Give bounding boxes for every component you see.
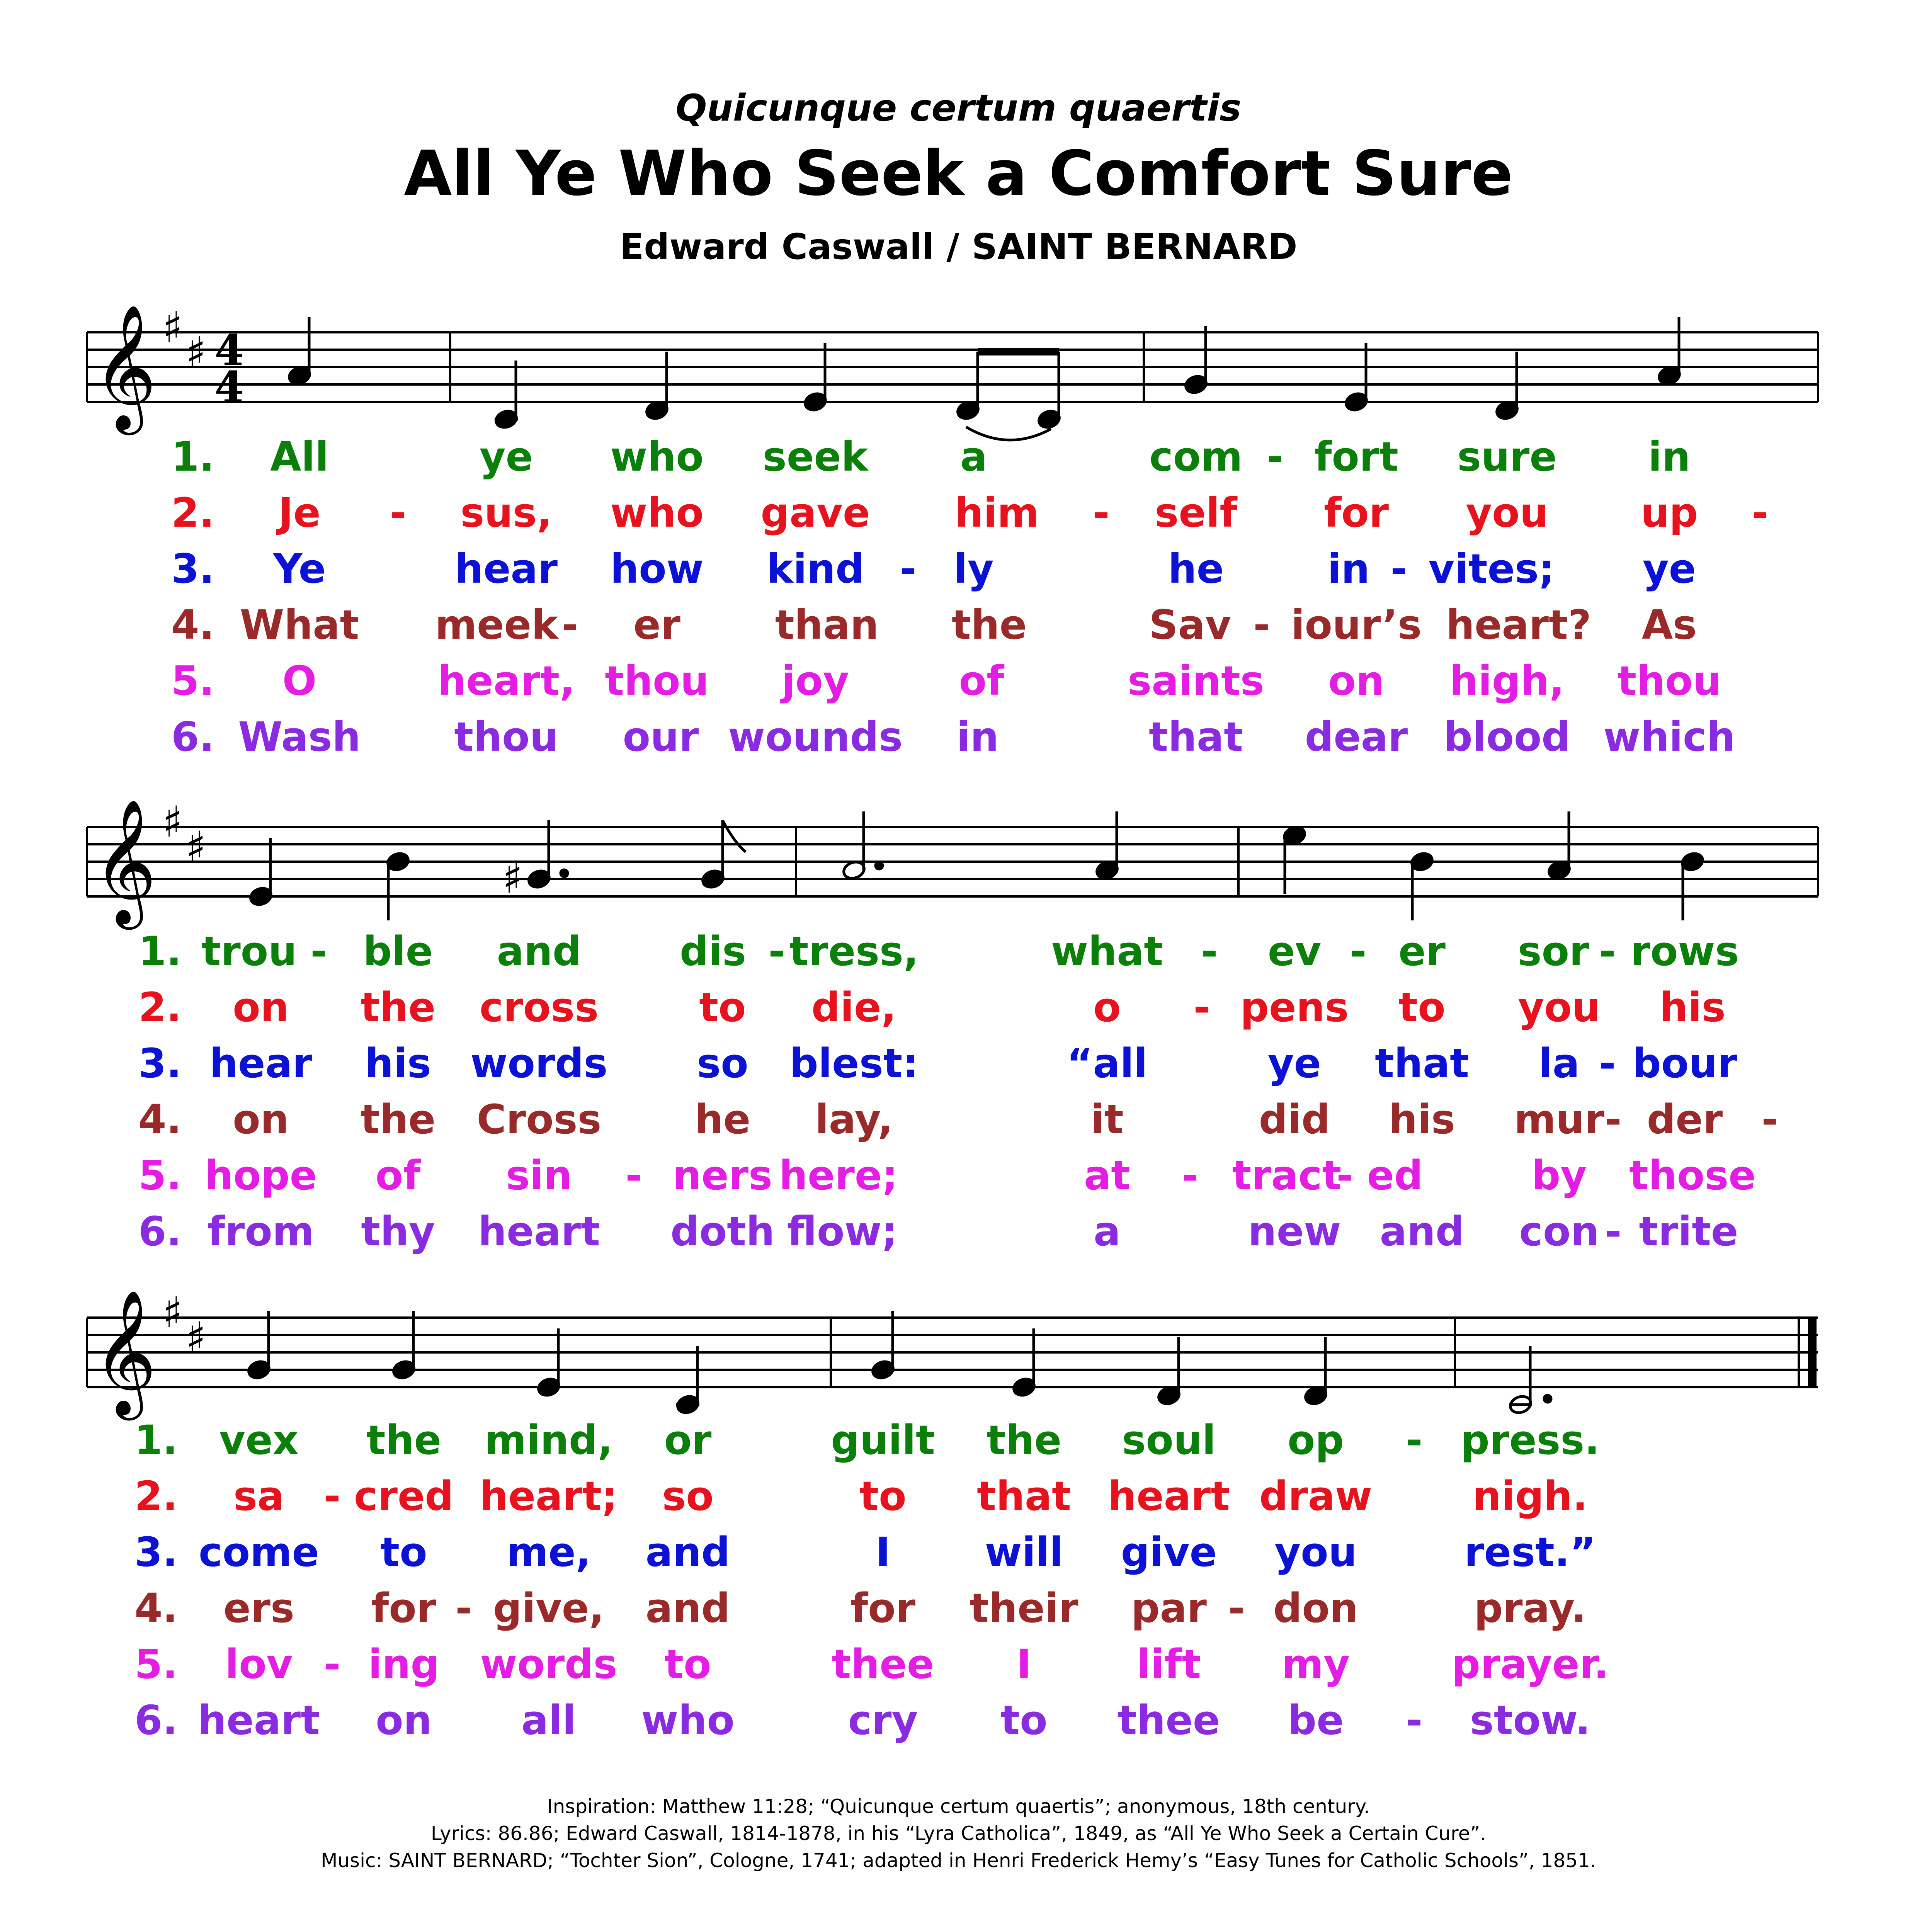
lyric-syllable: heart	[1108, 1473, 1230, 1520]
lyric-syllable: sus,	[460, 489, 552, 536]
lyric-syllable: will	[985, 1529, 1063, 1576]
hymn-subtitle: Quicunque certum quaertis	[675, 87, 1242, 129]
lyric-syllable: I	[1016, 1641, 1032, 1688]
lyric-syllable: high,	[1449, 657, 1565, 704]
verse-number: 6.	[138, 1208, 182, 1255]
lyric-syllable: come	[199, 1529, 319, 1576]
verse-number: 5.	[134, 1641, 178, 1688]
lyric-syllable: bour	[1632, 1040, 1737, 1087]
lyric-syllable: our	[623, 713, 699, 760]
sharp-c-icon: ♯	[185, 328, 206, 377]
lyric-syllable: heart	[198, 1697, 320, 1744]
verse-number: 1.	[171, 433, 214, 480]
lyric-syllable: sor	[1517, 928, 1589, 975]
staff-system-1	[0, 290, 1917, 444]
lyric-syllable: so	[697, 1040, 748, 1087]
lyric-syllable: give	[1121, 1529, 1217, 1576]
lyric-syllable: par	[1131, 1585, 1207, 1632]
lyric-syllable: words	[480, 1641, 617, 1688]
lyric-syllable: in	[1327, 545, 1370, 592]
lyric-syllable: Cross	[476, 1096, 602, 1143]
lyric-syllable: wounds	[728, 713, 903, 760]
lyric-syllable: and	[497, 928, 582, 975]
treble-clef-icon: 𝄞	[93, 304, 157, 430]
lyric-syllable: hope	[204, 1152, 317, 1199]
lyric-hyphen: -	[1201, 928, 1218, 975]
lyric-syllable: that	[1375, 1040, 1469, 1087]
sharp-c-icon: ♯	[185, 822, 206, 872]
lyric-syllable: cry	[848, 1697, 918, 1744]
verse-number: 4.	[134, 1585, 178, 1632]
staff-system-3	[0, 1275, 1917, 1430]
lyric-syllable: sin	[506, 1152, 572, 1199]
lyric-syllable: my	[1281, 1641, 1350, 1688]
lyric-syllable: it	[1090, 1096, 1124, 1143]
lyric-syllable: O	[282, 657, 317, 704]
lyric-hyphen: -	[455, 1585, 472, 1632]
lyric-hyphen: -	[1599, 1040, 1616, 1087]
lyric-syllable: ye	[1642, 545, 1696, 592]
lyric-syllable: ble	[363, 928, 433, 975]
lyric-syllable: tress,	[789, 928, 919, 975]
lyric-syllable: “all	[1067, 1040, 1148, 1087]
lyric-hyphen: -	[561, 601, 578, 648]
lyric-syllable: those	[1629, 1152, 1756, 1199]
lyric-syllable: trou	[201, 928, 297, 975]
lyric-hyphen: -	[324, 1641, 341, 1688]
lyric-syllable: did	[1259, 1096, 1330, 1143]
lyric-hyphen: -	[1752, 489, 1769, 536]
lyric-syllable: ing	[368, 1641, 440, 1688]
lyric-syllable: Ye	[273, 545, 326, 592]
lyric-syllable: flow;	[787, 1208, 898, 1255]
lyric-syllable: you	[1274, 1529, 1357, 1576]
lyric-syllable: he	[694, 1096, 751, 1143]
lyric-syllable: heart?	[1446, 601, 1592, 648]
lyric-syllable: la	[1539, 1040, 1580, 1087]
lyric-syllable: prayer.	[1451, 1641, 1609, 1688]
lyric-syllable: their	[970, 1585, 1078, 1632]
lyric-syllable: you	[1518, 984, 1601, 1031]
lyric-syllable: Je	[278, 489, 321, 536]
lyric-syllable: As	[1641, 601, 1697, 648]
footer-inspiration: Inspiration: Matthew 11:28; “Quicunque certum quaertis”; anonymous, 18th century.	[547, 1795, 1370, 1818]
lyric-syllable: ev	[1267, 928, 1322, 975]
lyric-syllable: nigh.	[1473, 1473, 1588, 1520]
lyric-syllable: the	[360, 984, 436, 1031]
lyric-syllable: iour’s	[1291, 601, 1422, 648]
lyric-syllable: tract	[1232, 1152, 1342, 1199]
verse-number: 1.	[138, 928, 182, 975]
lyric-syllable: you	[1466, 489, 1548, 536]
lyric-syllable: All	[270, 433, 329, 480]
sharp-f-icon: ♯	[162, 797, 183, 847]
lyric-syllable: rows	[1630, 928, 1739, 975]
time-signature: 4	[214, 325, 244, 375]
lyric-syllable: who	[641, 1697, 735, 1744]
lyric-hyphen: -	[1605, 1208, 1622, 1255]
lyric-hyphen: -	[1193, 984, 1210, 1031]
lyric-syllable: Sav	[1149, 601, 1232, 648]
lyric-syllable: in	[1648, 433, 1691, 480]
lyric-syllable: dis	[680, 928, 746, 975]
lyric-syllable: heart;	[480, 1473, 618, 1520]
footer-music: Music: SAINT BERNARD; “Tochter Sion”, Cologne, 1741; adapted in Henri Frederick Hemy’s “Easy Tunes for Catholic Schools”, 1851.	[321, 1849, 1596, 1872]
lyric-hyphen: -	[1253, 601, 1270, 648]
lyric-hyphen: -	[1182, 1152, 1199, 1199]
lyric-hyphen: -	[1336, 1152, 1353, 1199]
lyric-syllable: a	[1093, 1208, 1121, 1255]
lyric-syllable: of	[375, 1152, 421, 1199]
lyric-syllable: be	[1288, 1697, 1344, 1744]
lyric-syllable: er	[633, 601, 680, 648]
lyric-syllable: ners	[673, 1152, 772, 1199]
lyric-syllable: by	[1531, 1152, 1587, 1199]
lyric-syllable: on	[233, 984, 289, 1031]
lyric-syllable: rest.”	[1464, 1529, 1596, 1576]
lyric-syllable: and	[1379, 1208, 1465, 1255]
lyric-syllable: ye	[479, 433, 533, 480]
lyric-syllable: com	[1149, 433, 1243, 480]
lyric-hyphen: -	[310, 928, 327, 975]
lyric-syllable: up	[1640, 489, 1698, 536]
lyric-syllable: on	[1328, 657, 1385, 704]
verse-number: 5.	[138, 1152, 182, 1199]
lyric-syllable: that	[1149, 713, 1243, 760]
lyric-syllable: thou	[605, 657, 709, 704]
lyric-hyphen: -	[768, 928, 785, 975]
lyric-syllable: heart	[478, 1208, 600, 1255]
lyric-syllable: for	[1324, 489, 1389, 536]
verse-number: 2.	[138, 984, 182, 1031]
lyric-syllable: thou	[454, 713, 558, 760]
lyric-syllable: his	[365, 1040, 431, 1087]
lyric-hyphen: -	[1599, 928, 1616, 975]
lyric-syllable: thee	[1118, 1697, 1220, 1744]
lyric-syllable: trite	[1639, 1208, 1738, 1255]
lyric-syllable: pens	[1240, 984, 1349, 1031]
lyric-syllable: the	[986, 1417, 1062, 1464]
lyric-syllable: mind,	[484, 1417, 613, 1464]
verse-number: 6.	[134, 1697, 178, 1744]
lyric-syllable: hear	[454, 545, 558, 592]
lyric-syllable: der	[1647, 1096, 1723, 1143]
treble-clef-icon: 𝄞	[93, 798, 157, 924]
verse-number: 3.	[138, 1040, 182, 1087]
footer-lyrics: Lyrics: 86.86; Edward Caswall, 1814-1878, in his “Lyra Catholica”, 1849, as “All Ye Who Seek a Certain Cure”.	[430, 1822, 1487, 1845]
lyric-syllable: fort	[1314, 433, 1398, 480]
lyric-syllable: me,	[506, 1529, 591, 1576]
verse-number: 6.	[171, 713, 214, 760]
lyric-syllable: and	[645, 1529, 730, 1576]
lyric-syllable: cross	[479, 984, 599, 1031]
lyric-syllable: con	[1519, 1208, 1599, 1255]
lyric-syllable: Wash	[238, 713, 361, 760]
lyric-syllable: the	[951, 601, 1027, 648]
lyric-syllable: op	[1288, 1417, 1344, 1464]
lyric-hyphen: -	[1406, 1417, 1423, 1464]
lyric-syllable: self	[1155, 489, 1237, 536]
lyric-hyphen: -	[1350, 928, 1367, 975]
lyric-syllable: gave	[760, 489, 870, 536]
lyric-syllable: his	[1659, 984, 1726, 1031]
lyric-syllable: I	[875, 1529, 891, 1576]
lyric-syllable: dear	[1305, 713, 1408, 760]
lyric-syllable: mur	[1514, 1096, 1604, 1143]
lyric-syllable: and	[645, 1585, 730, 1632]
lyric-syllable: how	[610, 545, 704, 592]
sharp-f-icon: ♯	[162, 1288, 183, 1337]
lyric-syllable: doth	[670, 1208, 775, 1255]
lyric-syllable: blood	[1444, 713, 1570, 760]
lyric-syllable: saints	[1128, 657, 1264, 704]
lyric-syllable: he	[1168, 545, 1224, 592]
verse-number: 4.	[171, 601, 214, 648]
verse-number: 1.	[134, 1417, 178, 1464]
lyric-syllable: which	[1603, 713, 1735, 760]
lyric-syllable: so	[662, 1473, 714, 1520]
verse-number: 4.	[138, 1096, 182, 1143]
lyric-syllable: all	[521, 1697, 576, 1744]
sharp-accidental-icon: ♯	[502, 853, 523, 903]
lyric-syllable: for	[850, 1585, 915, 1632]
lyric-syllable: from	[207, 1208, 315, 1255]
lyric-syllable: meek	[435, 601, 558, 648]
lyric-syllable: for	[371, 1585, 436, 1632]
lyric-syllable: die,	[811, 984, 897, 1031]
lyric-syllable: soul	[1122, 1417, 1216, 1464]
lyric-syllable: give,	[493, 1585, 604, 1632]
lyric-syllable: at	[1084, 1152, 1130, 1199]
lyric-syllable: than	[775, 601, 879, 648]
lyric-syllable: draw	[1259, 1473, 1372, 1520]
lyric-syllable: hear	[209, 1040, 313, 1087]
verse-number: 3.	[134, 1529, 178, 1576]
lyric-syllable: to	[1000, 1697, 1048, 1744]
lyric-syllable: press.	[1461, 1417, 1600, 1464]
lyric-hyphen: -	[625, 1152, 642, 1199]
lyric-syllable: ye	[1267, 1040, 1322, 1087]
lyric-syllable: o	[1093, 984, 1121, 1031]
svg-text:4: 4	[214, 362, 244, 412]
lyric-syllable: blest:	[789, 1040, 919, 1087]
lyric-syllable: a	[960, 433, 988, 480]
lyric-syllable: guilt	[831, 1417, 935, 1464]
lyric-syllable: on	[376, 1697, 432, 1744]
lyric-hyphen: -	[1093, 489, 1110, 536]
sharp-c-icon: ♯	[185, 1313, 206, 1362]
verse-number: 2.	[171, 489, 214, 536]
lyric-syllable: heart,	[437, 657, 575, 704]
lyric-syllable: the	[360, 1096, 436, 1143]
lyric-syllable: cred	[354, 1473, 454, 1520]
lyric-syllable: ly	[954, 545, 994, 592]
verse-number: 2.	[134, 1473, 178, 1520]
lyric-syllable: vites;	[1428, 545, 1555, 592]
lyric-syllable: ers	[223, 1585, 294, 1632]
lyric-syllable: to	[380, 1529, 427, 1576]
lyric-syllable: joy	[781, 657, 849, 704]
lyric-hyphen: -	[324, 1473, 341, 1520]
lyric-syllable: who	[610, 433, 704, 480]
lyric-syllable: seek	[762, 433, 868, 480]
lyric-syllable: pray.	[1474, 1585, 1587, 1632]
lyric-syllable: to	[859, 1473, 907, 1520]
lyric-syllable: the	[366, 1417, 442, 1464]
hymn-credit: Edward Caswall / SAINT BERNARD	[619, 226, 1298, 267]
lyric-syllable: thou	[1617, 657, 1721, 704]
lyric-syllable: that	[977, 1473, 1071, 1520]
lyric-syllable: new	[1248, 1208, 1341, 1255]
lyric-syllable: of	[959, 657, 1004, 704]
lyric-syllable: or	[664, 1417, 712, 1464]
lyric-syllable: him	[954, 489, 1039, 536]
lyric-syllable: to	[664, 1641, 711, 1688]
staff-system-2	[0, 784, 1917, 939]
lyric-syllable: on	[233, 1096, 289, 1143]
footer-notes	[0, 1793, 1917, 1874]
lyric-syllable: kind	[766, 545, 864, 592]
lyric-hyphen: -	[390, 489, 407, 536]
lyric-syllable: to	[1398, 984, 1446, 1031]
lyric-syllable: sure	[1457, 433, 1557, 480]
lyric-hyphen: -	[1228, 1585, 1245, 1632]
lyric-syllable: er	[1398, 928, 1446, 975]
lyric-syllable: what	[1051, 928, 1163, 975]
lyric-hyphen: -	[1390, 545, 1407, 592]
lyric-syllable: sa	[233, 1473, 285, 1520]
verse-number: 5.	[171, 657, 214, 704]
lyric-syllable: What	[240, 601, 359, 648]
lyric-syllable: ed	[1367, 1152, 1423, 1199]
lyric-hyphen: -	[1267, 433, 1284, 480]
lyric-syllable: stow.	[1470, 1697, 1590, 1744]
lyric-syllable: here;	[779, 1152, 898, 1199]
treble-clef-icon: 𝄞	[93, 1289, 157, 1415]
lyric-syllable: in	[956, 713, 999, 760]
lyric-syllable: vex	[219, 1417, 299, 1464]
sharp-f-icon: ♯	[162, 303, 183, 352]
lyric-syllable: who	[610, 489, 704, 536]
lyric-syllable: words	[470, 1040, 608, 1087]
lyric-hyphen: -	[1761, 1096, 1778, 1143]
lyric-syllable: thy	[361, 1208, 435, 1255]
lyric-syllable: lay,	[815, 1096, 893, 1143]
lyric-syllable: lov	[225, 1641, 293, 1688]
lyric-hyphen: -	[900, 545, 917, 592]
hymn-title: All Ye Who Seek a Comfort Sure	[404, 137, 1513, 209]
lyric-syllable: thee	[832, 1641, 934, 1688]
verse-number: 3.	[171, 545, 214, 592]
lyric-syllable: to	[699, 984, 746, 1031]
lyric-syllable: his	[1389, 1096, 1455, 1143]
lyric-syllable: don	[1273, 1585, 1358, 1632]
lyric-syllable: lift	[1136, 1641, 1201, 1688]
lyric-hyphen: -	[1605, 1096, 1622, 1143]
lyric-hyphen: -	[1406, 1697, 1423, 1744]
